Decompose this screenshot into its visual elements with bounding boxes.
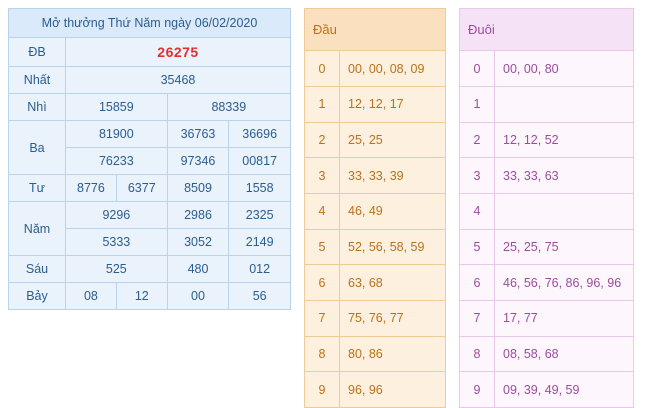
table-row — [9, 94, 291, 121]
row-label-nhi: Nhì — [9, 94, 66, 121]
prize-value-tu-3: 8509 — [167, 175, 229, 202]
table-row — [9, 121, 291, 148]
duoi-key-2: 2 — [460, 122, 495, 158]
table-row — [460, 158, 634, 194]
table-row — [305, 9, 446, 51]
prize-value-bay-1: 08 — [66, 283, 117, 310]
prize-value-bay-4: 56 — [229, 283, 291, 310]
prize-value-sau-1: 525 — [66, 256, 168, 283]
dau-values-4: 46, 49 — [340, 193, 446, 229]
row-label-ba: Ba — [9, 121, 66, 175]
dau-key-4: 4 — [305, 193, 340, 229]
table-row — [460, 229, 634, 265]
prize-value-bay-3: 00 — [167, 283, 229, 310]
dau-key-2: 2 — [305, 122, 340, 158]
prize-value-db: 26275 — [66, 38, 291, 67]
dau-values-9: 96, 96 — [340, 372, 446, 408]
prize-value-nam-3: 2325 — [229, 202, 291, 229]
duoi-values-0: 00, 00, 80 — [495, 51, 634, 87]
prize-value-nhi-1: 15859 — [66, 94, 168, 121]
duoi-key-1: 1 — [460, 86, 495, 122]
table-row — [9, 256, 291, 283]
duoi-key-7: 7 — [460, 300, 495, 336]
table-row — [305, 86, 446, 122]
dau-key-5: 5 — [305, 229, 340, 265]
duoi-values-8: 08, 58, 68 — [495, 336, 634, 372]
prize-value-ba-6: 00817 — [229, 148, 291, 175]
table-row — [460, 300, 634, 336]
table-row — [460, 51, 634, 87]
dau-values-8: 80, 86 — [340, 336, 446, 372]
table-row — [305, 336, 446, 372]
dau-table-title: Đầu — [305, 9, 446, 51]
prize-value-nhat: 35468 — [66, 67, 291, 94]
prize-value-bay-2: 12 — [116, 283, 167, 310]
dau-key-1: 1 — [305, 86, 340, 122]
duoi-table — [459, 8, 634, 408]
duoi-values-9: 09, 39, 49, 59 — [495, 372, 634, 408]
duoi-table-title: Đuôi — [460, 9, 634, 51]
duoi-values-7: 17, 77 — [495, 300, 634, 336]
duoi-key-8: 8 — [460, 336, 495, 372]
row-label-tu: Tư — [9, 175, 66, 202]
duoi-values-2: 12, 12, 52 — [495, 122, 634, 158]
prize-value-nhi-2: 88339 — [167, 94, 290, 121]
table-row — [460, 193, 634, 229]
prize-value-tu-4: 1558 — [229, 175, 291, 202]
table-row — [460, 9, 634, 51]
table-row — [305, 51, 446, 87]
main-results-panel — [8, 8, 291, 408]
table-row — [460, 265, 634, 301]
dau-values-0: 00, 00, 08, 09 — [340, 51, 446, 87]
dau-values-6: 63, 68 — [340, 265, 446, 301]
table-row — [9, 202, 291, 229]
dau-values-5: 52, 56, 58, 59 — [340, 229, 446, 265]
table-row — [305, 265, 446, 301]
prize-value-tu-2: 6377 — [116, 175, 167, 202]
duoi-key-3: 3 — [460, 158, 495, 194]
row-label-nam: Năm — [9, 202, 66, 256]
prize-value-ba-2: 36763 — [167, 121, 229, 148]
table-row — [9, 283, 291, 310]
dau-values-1: 12, 12, 17 — [340, 86, 446, 122]
prize-value-nam-5: 3052 — [167, 229, 229, 256]
table-row — [305, 300, 446, 336]
table-row — [9, 175, 291, 202]
table-row — [9, 67, 291, 94]
row-label-sau: Sáu — [9, 256, 66, 283]
dau-key-8: 8 — [305, 336, 340, 372]
table-row — [460, 122, 634, 158]
main-results-table — [8, 8, 291, 310]
prize-value-ba-5: 97346 — [167, 148, 229, 175]
table-row — [305, 122, 446, 158]
dau-values-7: 75, 76, 77 — [340, 300, 446, 336]
row-label-nhat: Nhất — [9, 67, 66, 94]
table-row — [9, 38, 291, 67]
duoi-values-3: 33, 33, 63 — [495, 158, 634, 194]
page-title: Mở thưởng Thứ Năm ngày 06/02/2020 — [9, 9, 291, 38]
dau-key-3: 3 — [305, 158, 340, 194]
dau-values-2: 25, 25 — [340, 122, 446, 158]
dau-table — [304, 8, 446, 408]
table-row — [460, 86, 634, 122]
duoi-key-5: 5 — [460, 229, 495, 265]
dau-values-3: 33, 33, 39 — [340, 158, 446, 194]
duoi-key-9: 9 — [460, 372, 495, 408]
prize-value-ba-4: 76233 — [66, 148, 168, 175]
duoi-values-1 — [495, 86, 634, 122]
duoi-key-4: 4 — [460, 193, 495, 229]
prize-value-ba-3: 36696 — [229, 121, 291, 148]
table-row — [460, 372, 634, 408]
prize-value-nam-6: 2149 — [229, 229, 291, 256]
dau-key-6: 6 — [305, 265, 340, 301]
dau-key-7: 7 — [305, 300, 340, 336]
prize-value-sau-3: 012 — [229, 256, 291, 283]
duoi-key-0: 0 — [460, 51, 495, 87]
prize-value-sau-2: 480 — [167, 256, 229, 283]
table-row — [305, 372, 446, 408]
table-row — [460, 336, 634, 372]
table-row — [305, 158, 446, 194]
duoi-values-6: 46, 56, 76, 86, 96, 96 — [495, 265, 634, 301]
table-row — [305, 229, 446, 265]
row-label-db: ĐB — [9, 38, 66, 67]
dau-key-0: 0 — [305, 51, 340, 87]
duoi-values-5: 25, 25, 75 — [495, 229, 634, 265]
dau-key-9: 9 — [305, 372, 340, 408]
prize-value-nam-2: 2986 — [167, 202, 229, 229]
prize-value-tu-1: 8776 — [66, 175, 117, 202]
row-label-bay: Bảy — [9, 283, 66, 310]
prize-value-nam-4: 5333 — [66, 229, 168, 256]
prize-value-nam-1: 9296 — [66, 202, 168, 229]
duoi-key-6: 6 — [460, 265, 495, 301]
table-row — [305, 193, 446, 229]
prize-value-ba-1: 81900 — [66, 121, 168, 148]
duoi-values-4 — [495, 193, 634, 229]
table-row — [9, 9, 291, 38]
